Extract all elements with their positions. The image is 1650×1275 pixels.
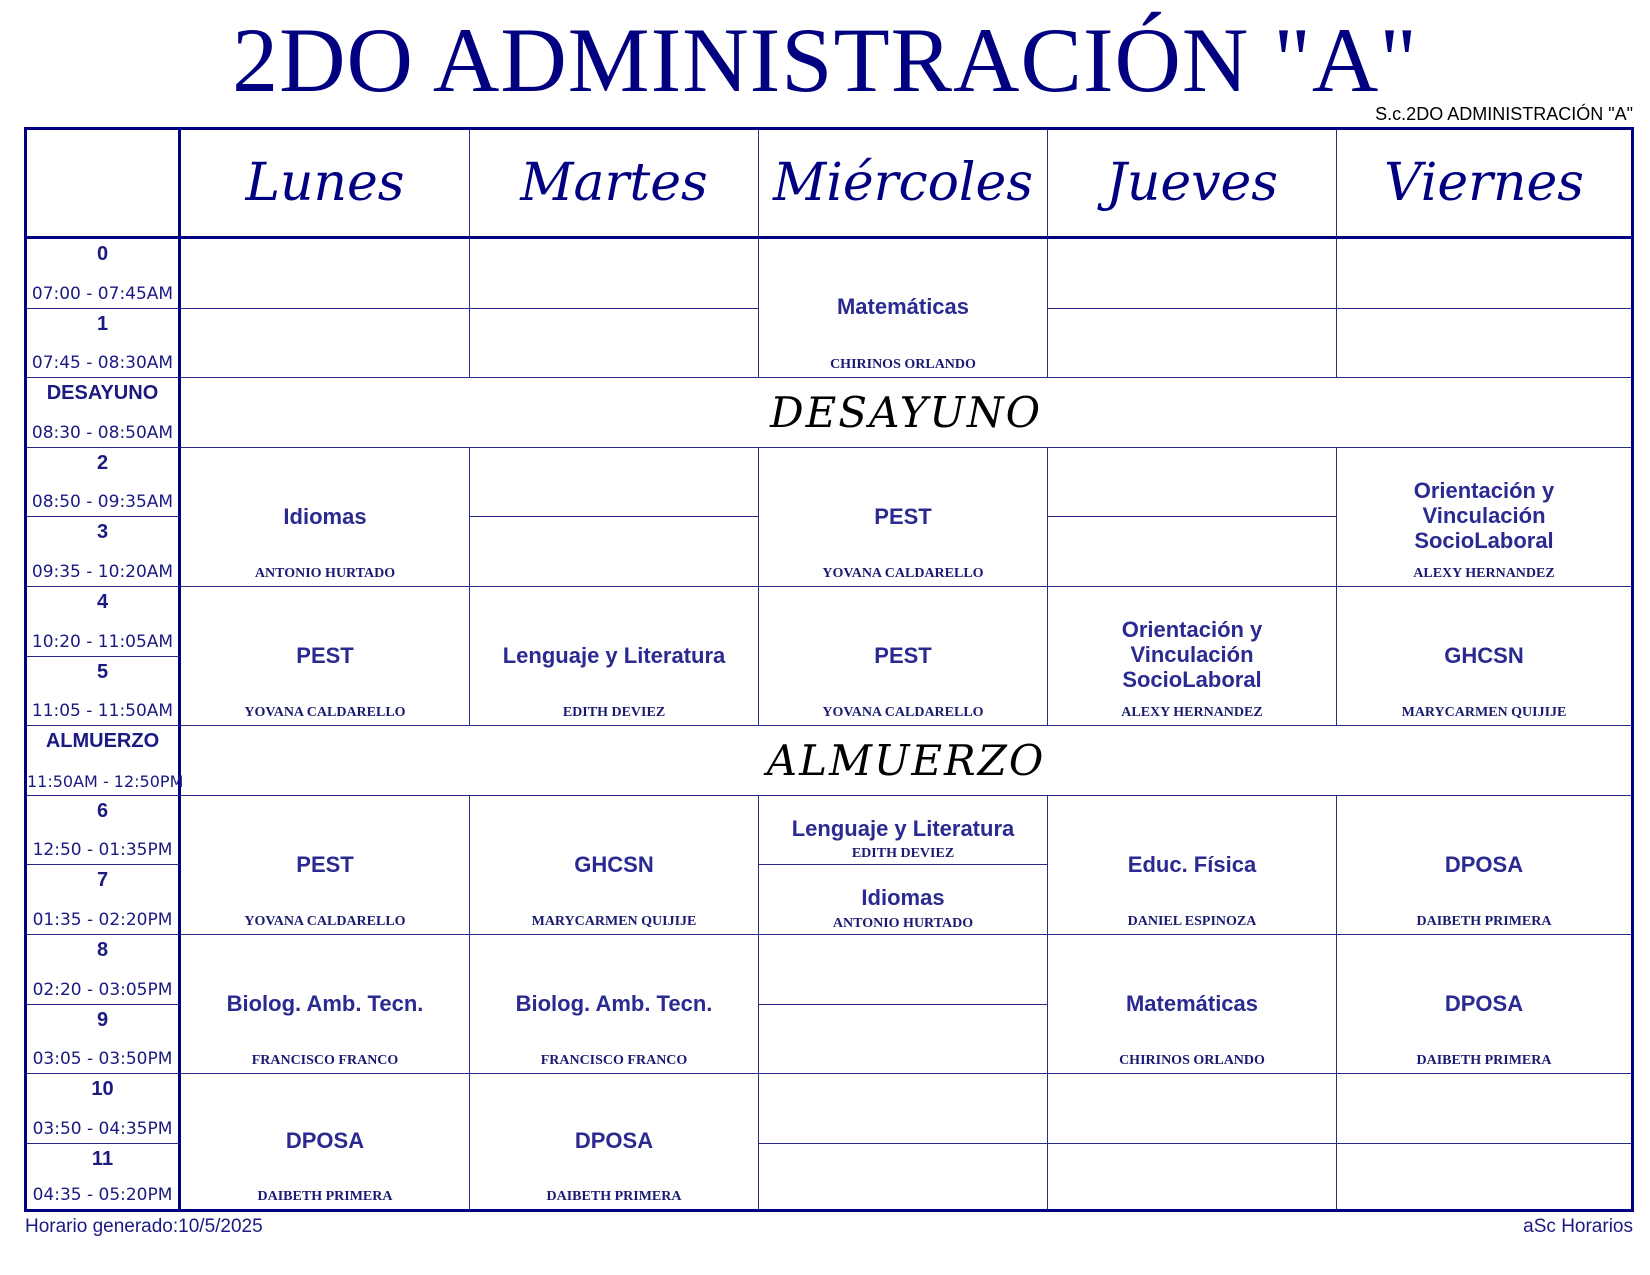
day-header-viernes: Viernes (1337, 130, 1631, 239)
lesson-subject: GHCSN (1444, 643, 1524, 668)
lesson-teacher: CHIRINOS ORLANDO (1119, 1053, 1265, 1069)
period-number: 10 (91, 1078, 114, 1101)
period-row (27, 309, 181, 379)
lesson-teacher: YOVANA CALDARELLO (244, 913, 406, 929)
lesson-subject: Lenguaje y Literatura (502, 643, 726, 668)
lesson-subject: GHCSN (574, 851, 654, 877)
lunch-band: ALMUERZO (181, 726, 1631, 796)
lesson-subject: Orientación y Vinculación SocioLaboral (1413, 477, 1555, 553)
period-time: 11:50AM - 12:50PM (27, 771, 184, 791)
lesson-subject: PEST (874, 643, 932, 668)
lesson-subject: Matemáticas (1125, 991, 1259, 1016)
lesson-subject: Educ. Física (1127, 851, 1257, 877)
lesson-teacher: DAIBETH PRIMERA (1416, 913, 1552, 929)
empty-slot (470, 448, 759, 518)
empty-slot (1048, 1144, 1337, 1209)
lesson-teacher: ANTONIO HURTADO (832, 915, 974, 931)
lesson-cell[interactable] (181, 448, 470, 587)
period-number: 0 (96, 243, 109, 265)
lesson-subject: DPOSA (1444, 991, 1524, 1016)
empty-slot (759, 1005, 1048, 1075)
lesson-subject: Orientación y Vinculación SocioLaboral (1121, 617, 1263, 692)
lesson-cell[interactable] (470, 587, 759, 726)
period-row (27, 796, 181, 866)
period-number: DESAYUNO (46, 382, 159, 405)
period-number: 8 (96, 939, 109, 961)
lesson-subject: DPOSA (1444, 851, 1524, 877)
lesson-cell[interactable] (759, 796, 1048, 866)
period-number: 7 (96, 869, 109, 892)
page-title: 2DO ADMINISTRACIÓN "A" (232, 9, 1418, 111)
lesson-teacher: CHIRINOS ORLANDO (830, 357, 976, 373)
lesson-teacher: MARYCARMEN QUIJIJE (1401, 705, 1567, 721)
lesson-cell[interactable] (470, 935, 759, 1074)
lesson-teacher: EDITH DEVIEZ (851, 846, 955, 862)
period-number: 9 (96, 1008, 109, 1031)
generated-date: Horario generado:10/5/2025 (25, 1216, 263, 1237)
breakfast-band: DESAYUNO (181, 378, 1631, 448)
empty-slot (470, 239, 759, 309)
lesson-teacher: DANIEL ESPINOZA (1127, 913, 1257, 929)
lesson-cell[interactable] (181, 935, 470, 1074)
period-number: 4 (96, 591, 109, 613)
period-number: 3 (96, 521, 109, 544)
period-time: 09:35 - 10:20AM (31, 561, 174, 582)
lesson-cell[interactable] (759, 865, 1048, 935)
period-number: 5 (96, 660, 109, 683)
lesson-cell[interactable] (1048, 935, 1337, 1074)
lesson-subject: DPOSA (574, 1128, 654, 1154)
day-header-jueves: Jueves (1048, 130, 1337, 239)
lesson-teacher: DAIBETH PRIMERA (546, 1188, 682, 1204)
period-time: 04:35 - 05:20PM (32, 1184, 173, 1205)
lesson-cell[interactable] (470, 796, 759, 935)
period-number: 2 (96, 451, 109, 474)
empty-slot (1337, 1144, 1631, 1209)
lesson-cell[interactable] (181, 796, 470, 935)
lesson-teacher: FRANCISCO FRANCO (251, 1053, 399, 1069)
empty-slot (1337, 239, 1631, 309)
lesson-subject: Idiomas (861, 885, 945, 911)
lesson-subject: Idiomas (283, 503, 367, 529)
empty-slot (1048, 448, 1337, 518)
period-row (27, 935, 181, 1005)
empty-slot (470, 517, 759, 587)
lesson-teacher: DAIBETH PRIMERA (257, 1188, 393, 1204)
empty-slot (759, 1074, 1048, 1144)
period-row (27, 448, 181, 518)
period-row (27, 657, 181, 727)
period-row (27, 239, 181, 309)
day-header-martes: Martes (470, 130, 759, 239)
period-row (27, 587, 181, 657)
period-time: 03:05 - 03:50PM (32, 1049, 173, 1070)
period-time: 07:00 - 07:45AM (31, 283, 174, 304)
lesson-cell[interactable] (759, 448, 1048, 587)
lesson-subject: Lenguaje y Literatura (791, 815, 1015, 841)
timetable-grid (24, 127, 1634, 1212)
period-time: 03:50 - 04:35PM (32, 1118, 173, 1139)
period-time: 12:50 - 01:35PM (32, 840, 173, 861)
period-time: 07:45 - 08:30AM (31, 353, 174, 374)
empty-slot (1048, 239, 1337, 309)
lesson-cell[interactable] (1048, 587, 1337, 726)
lesson-teacher: EDITH DEVIEZ (562, 705, 666, 721)
period-time: 02:20 - 03:05PM (32, 979, 173, 1000)
period-time: 01:35 - 02:20PM (32, 909, 173, 930)
lesson-teacher: DAIBETH PRIMERA (1416, 1053, 1552, 1069)
period-row (27, 726, 184, 796)
period-time: 10:20 - 11:05AM (31, 631, 174, 652)
lesson-cell[interactable] (470, 1074, 759, 1209)
page-subtitle: S.c.2DO ADMINISTRACIÓN "A" (1375, 104, 1633, 124)
empty-slot (181, 309, 470, 379)
empty-slot (759, 935, 1048, 1005)
lesson-subject: Matemáticas (836, 294, 970, 319)
lesson-cell[interactable] (181, 1074, 470, 1209)
day-header-miercoles: Miércoles (759, 130, 1048, 239)
lesson-teacher: YOVANA CALDARELLO (822, 705, 984, 721)
period-number: 1 (96, 312, 109, 335)
lesson-teacher: MARYCARMEN QUIJIJE (531, 913, 697, 929)
lesson-teacher: ANTONIO HURTADO (254, 565, 396, 581)
period-row (27, 1074, 181, 1144)
day-header-lunes: Lunes (181, 130, 470, 239)
corner-cell (27, 130, 181, 239)
period-number: 6 (96, 799, 109, 822)
period-number: ALMUERZO (45, 730, 160, 753)
lesson-subject: PEST (296, 643, 354, 668)
lesson-cell[interactable] (181, 587, 470, 726)
lesson-cell[interactable] (1337, 587, 1631, 726)
brand-label: aSc Horarios (1523, 1216, 1633, 1237)
period-row (27, 1005, 181, 1075)
lesson-subject: Biolog. Amb. Tecn. (515, 991, 713, 1016)
period-time: 08:50 - 09:35AM (31, 492, 174, 513)
lesson-subject: PEST (874, 503, 932, 529)
lesson-teacher: YOVANA CALDARELLO (822, 565, 984, 581)
lesson-cell[interactable] (1337, 448, 1631, 587)
empty-slot (470, 309, 759, 379)
empty-slot (1337, 309, 1631, 379)
lesson-cell[interactable] (1048, 796, 1337, 935)
lesson-teacher: ALEXY HERNANDEZ (1413, 565, 1555, 581)
period-row (27, 378, 181, 448)
lesson-teacher: FRANCISCO FRANCO (540, 1053, 688, 1069)
empty-slot (1337, 1074, 1631, 1144)
empty-slot (1048, 1074, 1337, 1144)
lesson-cell[interactable] (759, 587, 1048, 726)
period-time: 08:30 - 08:50AM (31, 422, 174, 443)
empty-slot (1048, 309, 1337, 379)
lesson-cell[interactable] (1337, 796, 1631, 935)
period-number: 11 (91, 1147, 114, 1170)
empty-slot (1048, 517, 1337, 587)
period-row (27, 865, 181, 935)
lesson-subject: Biolog. Amb. Tecn. (226, 991, 424, 1016)
lesson-teacher: ALEXY HERNANDEZ (1121, 705, 1263, 721)
lesson-cell[interactable] (759, 239, 1048, 378)
period-row (27, 517, 181, 587)
lesson-subject: DPOSA (285, 1128, 365, 1154)
empty-slot (759, 1144, 1048, 1209)
period-time: 11:05 - 11:50AM (31, 701, 174, 722)
lesson-teacher: YOVANA CALDARELLO (244, 705, 406, 721)
period-row (27, 1144, 181, 1209)
empty-slot (181, 239, 470, 309)
lesson-subject: PEST (296, 851, 354, 877)
lesson-cell[interactable] (1337, 935, 1631, 1074)
